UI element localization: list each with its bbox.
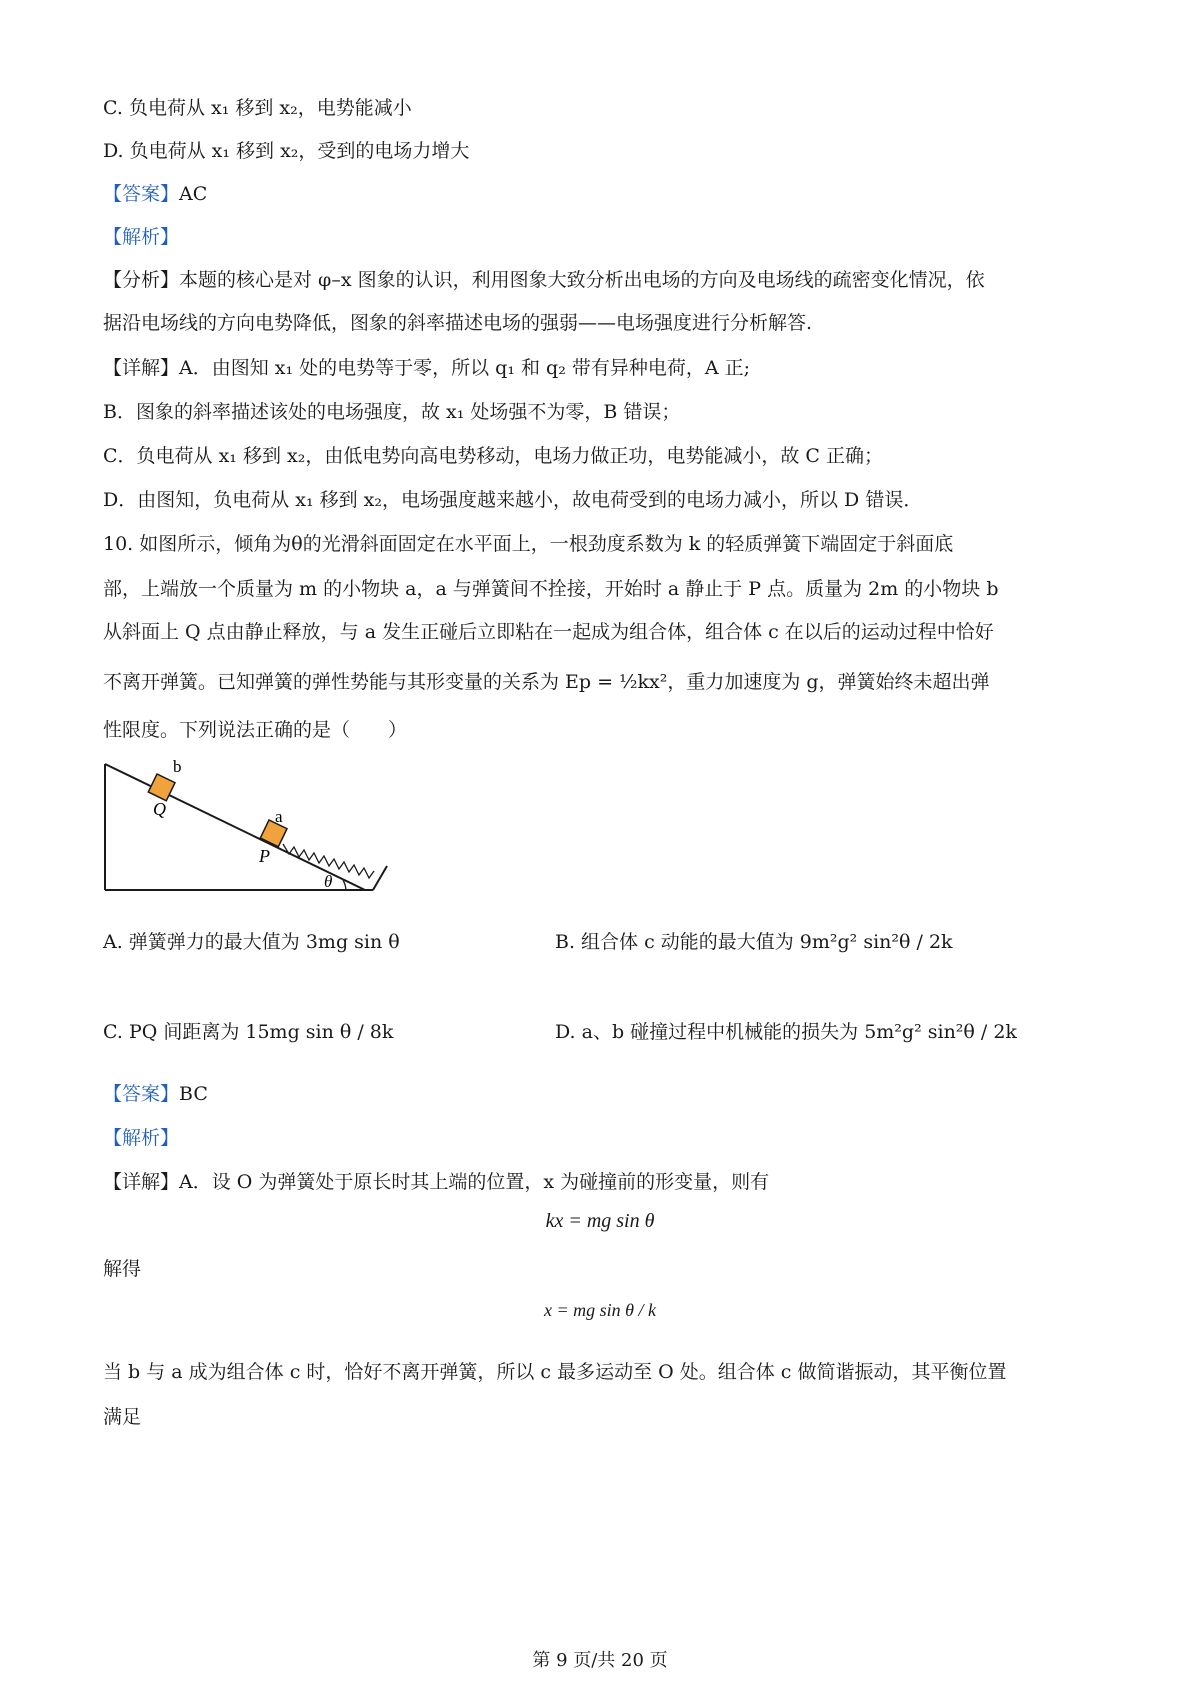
- equation-2: [0, 1300, 1200, 1321]
- q10-line-3: 从斜面上 Q 点由静止释放，与 a 发生正碰后立即粘在一起成为组合体，组合体 c 在以后的运动过程中恰好: [103, 621, 994, 643]
- q10-line-1: 10. 如图所示，倾角为θ的光滑斜面固定在水平面上，一根劲度系数为 k 的轻质弹簧下端固定于斜面底: [103, 533, 954, 555]
- answer-9: [103, 180, 207, 208]
- answer-value: AC: [179, 183, 208, 205]
- equation-1-text: kx = mg sin θ: [545, 1210, 655, 1232]
- page-footer: 第 9 页/共 20 页: [532, 1650, 668, 1671]
- option-c-prev: C. 负电荷从 x₁ 移到 x₂，电势能减小: [103, 97, 412, 119]
- q10-line-2: 部，上端放一个质量为 m 的小物块 a，a 与弹簧间不拴接，开始时 a 静止于 P 点。质量为 2m 的小物块 b: [103, 578, 999, 600]
- last-line-1: 当 b 与 a 成为组合体 c 时，恰好不离开弹簧，所以 c 最多运动至 O 处。组合体 c 做简谐振动，其平衡位置: [103, 1361, 1007, 1383]
- analysis-tag-9: 【解析】: [103, 226, 180, 248]
- option-c: C. PQ 间距离为 15mg sin θ / 8k: [103, 1021, 394, 1043]
- detail-b-9: B．图象的斜率描述该处的电场强度，故 x₁ 处场强不为零，B 错误；: [103, 401, 681, 423]
- analysis-tag-10: 【解析】: [103, 1127, 180, 1149]
- q10-line-5: 性限度。下列说法正确的是（ ）: [103, 719, 408, 741]
- fenxi-text-1: 本题的核心是对 φ–x 图象的认识，利用图象大致分析出电场的方向及电场线的疏密变化情况，依: [179, 269, 985, 291]
- label-a: a: [275, 807, 283, 826]
- detail-a-9: 【详解】A．由图知 x₁ 处的电势等于零，所以 q₁ 和 q₂ 带有异种电荷，A 正;: [103, 357, 751, 379]
- q10-line-4: 不离开弹簧。已知弹簧的弹性势能与其形变量的关系为 Ep = ½kx²，重力加速度为 g，弹簧始终未超出弹: [103, 671, 990, 693]
- last-line-2: 满足: [103, 1406, 142, 1428]
- answer-tag: 【答案】: [103, 1083, 180, 1105]
- answer-10: [103, 1080, 208, 1108]
- option-a: A. 弹簧弹力的最大值为 3mg sin θ: [103, 931, 400, 953]
- block-a: [260, 820, 287, 847]
- solve-label: 解得: [103, 1258, 142, 1280]
- option-d-prev: D. 负电荷从 x₁ 移到 x₂，受到的电场力增大: [103, 140, 470, 162]
- detail-d-9: D．由图知，负电荷从 x₁ 移到 x₂，电场强度越来越小，故电荷受到的电场力减小，所以 D 错误．: [103, 489, 923, 511]
- option-b: B. 组合体 c 动能的最大值为 9m²g² sin²θ / 2k: [555, 931, 953, 953]
- fenxi-tag: 【分析】: [103, 269, 180, 291]
- label-b: b: [173, 757, 182, 776]
- answer-value: BC: [179, 1083, 208, 1105]
- answer-tag: 【答案】: [103, 183, 180, 205]
- fenxi-line-2: 据沿电场线的方向电势降低，图象的斜率描述电场的强弱——电场强度进行分析解答.: [103, 312, 813, 334]
- detail-a-10: 【详解】A．设 O 为弹簧处于原长时其上端的位置，x 为碰撞前的形变量，则有: [103, 1171, 770, 1193]
- detail-c-9: C．负电荷从 x₁ 移到 x₂，由低电势向高电势移动，电场力做正功，电势能减小，故 C 正确；: [103, 445, 883, 467]
- label-theta: θ: [324, 872, 333, 891]
- equation-2-text: x = mg sin θ / k: [544, 1300, 656, 1320]
- fenxi-line-1: [103, 266, 985, 294]
- label-P: P: [259, 846, 270, 866]
- incline-figure: [95, 750, 405, 900]
- equation-1: [0, 1208, 1200, 1233]
- option-d: D. a、b 碰撞过程中机械能的损失为 5m²g² sin²θ / 2k: [555, 1021, 1017, 1043]
- label-Q: Q: [153, 799, 166, 819]
